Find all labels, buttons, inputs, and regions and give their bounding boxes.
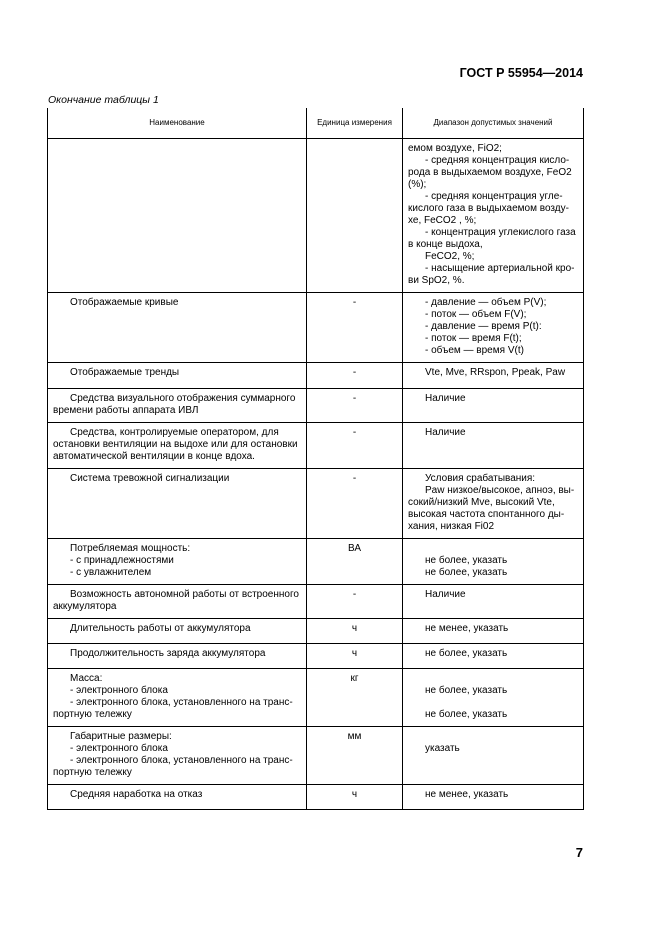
parameter-name-line: времени работы аппарата ИВЛ [53,405,199,416]
range-line: - поток — время F(t); [425,333,522,344]
parameter-name-line: Средства, контролируемые оператором, для [70,427,279,438]
parameter-name-line: Отображаемые тренды [70,367,180,378]
range-line: хе, FeCO2 , %; [408,215,477,226]
parameter-name-line: Возможность автономной работы от встроенного [70,589,299,600]
parameter-name-line: - с увлажнителем [70,567,152,578]
range-line: FeCO2, %; [425,251,475,262]
table-row [48,139,584,293]
range-cell [403,139,584,293]
range-cell [403,785,584,810]
parameter-name-cell [48,619,307,644]
range-line: Условия срабатывания: [425,473,536,484]
range-line: Paw низкое/высокое, апноэ, вы- [425,485,575,496]
parameter-name-line: Средства визуального отображения суммарного [70,393,296,404]
parameter-name-line: Потребляемая мощность: [70,543,191,554]
unit-cell: ВА [307,539,403,585]
table-caption: Окончание таблицы 1 [48,94,159,106]
table-header-row [48,108,584,139]
range-line [408,697,578,709]
parameter-name-cell [48,469,307,539]
parameter-name-cell [48,363,307,389]
parameter-name-cell [48,423,307,469]
range-line: кислого газа в выдыхаемом возду- [408,203,569,214]
document-code: ГОСТ Р 55954—2014 [459,66,583,80]
parameter-name-cell [48,293,307,363]
range-cell [403,669,584,727]
page-number: 7 [575,845,583,860]
range-line: сокий/низкий Mve, высокий Vte, [408,497,555,508]
table-row [48,644,584,669]
unit-cell: - [307,585,403,619]
table-row [48,669,584,727]
range-line: указать [425,743,460,754]
range-line: высокая частота спонтанного ды- [408,509,565,520]
range-line: не более, указать [425,648,508,659]
range-line: - давление — объем P(V); [425,297,547,308]
range-line: не менее, указать [425,623,509,634]
specification-table [47,108,584,810]
unit-cell [307,139,403,293]
table-row [48,539,584,585]
unit-cell: - [307,389,403,423]
parameter-name-line: Масса: [70,673,103,684]
parameter-name-line: - электронного блока, установленного на транс- [70,697,293,708]
unit-cell: ч [307,619,403,644]
parameter-name-line: Отображаемые кривые [70,297,179,308]
range-cell [403,293,584,363]
table-row [48,585,584,619]
parameter-name-line: автоматической вентиляции в конце вдоха. [53,451,255,462]
range-line: - средняя концентрация угле- [425,191,563,202]
table-row [48,423,584,469]
range-line: хания, низкая Fi02 [408,521,495,532]
parameter-name-line: Длительность работы от аккумулятора [70,623,251,634]
parameter-name-line: - электронного блока [70,743,168,754]
range-line [408,673,578,685]
range-line: - насыщение артериальной кро- [425,263,575,274]
range-cell [403,644,584,669]
parameter-name-cell [48,585,307,619]
parameter-name-line: Средняя наработка на отказ [70,789,203,800]
unit-cell: - [307,293,403,363]
range-line [408,731,578,743]
range-cell [403,619,584,644]
range-line: - объем — время V(t) [425,345,524,356]
table-row [48,469,584,539]
table-row [48,727,584,785]
parameter-name-line: портную тележку [53,709,132,720]
range-cell [403,585,584,619]
parameter-name-line: портную тележку [53,767,132,778]
range-line: Наличие [425,589,466,600]
parameter-name-line: - электронного блока, установленного на транс- [70,755,293,766]
unit-cell: - [307,423,403,469]
parameter-name-cell [48,539,307,585]
range-line: ви SpO2, %. [408,275,465,286]
parameter-name-cell [48,389,307,423]
unit-cell: мм [307,727,403,785]
table-row [48,293,584,363]
range-line: не более, указать [425,709,508,720]
unit-cell: ч [307,785,403,810]
parameter-name-cell [48,785,307,810]
range-line: - концентрация углекислого газа [425,227,576,238]
column-header-unit: Единица измерения [307,108,403,139]
parameter-name-line: Система тревожной сигнализации [70,473,230,484]
range-cell [403,389,584,423]
range-line: рода в выдыхаемом воздухе, FeO2 [408,167,572,178]
range-line: - средняя концентрация кисло- [425,155,570,166]
range-cell [403,469,584,539]
range-cell [403,727,584,785]
range-cell [403,423,584,469]
parameter-name-line: Продолжительность заряда аккумулятора [70,648,266,659]
range-line: Наличие [425,427,466,438]
parameter-name-line: - с принадлежностями [70,555,174,566]
table-row [48,785,584,810]
unit-cell: - [307,363,403,389]
unit-cell: кг [307,669,403,727]
range-line: в конце выдоха, [408,239,483,250]
range-cell [403,363,584,389]
range-line: - поток — объем F(V); [425,309,527,320]
parameter-name-cell [48,669,307,727]
range-line: емом воздухе, FiO2; [408,143,502,154]
range-line: не более, указать [425,567,508,578]
parameter-name-line: аккумулятора [53,601,117,612]
table-row [48,389,584,423]
parameter-name-cell [48,644,307,669]
range-line: не менее, указать [425,789,509,800]
range-line: (%); [408,179,427,190]
unit-cell: - [307,469,403,539]
parameter-name-line: - электронного блока [70,685,168,696]
parameter-name-cell [48,727,307,785]
range-line: Vte, Mve, RRspon, Ppeak, Paw [425,367,566,378]
range-line: не более, указать [425,685,508,696]
range-line: Наличие [425,393,466,404]
table-row [48,619,584,644]
range-line: не более, указать [425,555,508,566]
parameter-name-line: Габаритные размеры: [70,731,172,742]
parameter-name-line: остановки вентиляции на выдохе или для остановки [53,439,298,450]
range-line [408,543,578,555]
range-line: - давление — время P(t): [425,321,542,332]
column-header-name: Наименование [48,108,307,139]
parameter-name-cell [48,139,307,293]
unit-cell: ч [307,644,403,669]
column-header-range: Диапазон допустимых значений [403,108,584,139]
table-row [48,363,584,389]
range-cell [403,539,584,585]
